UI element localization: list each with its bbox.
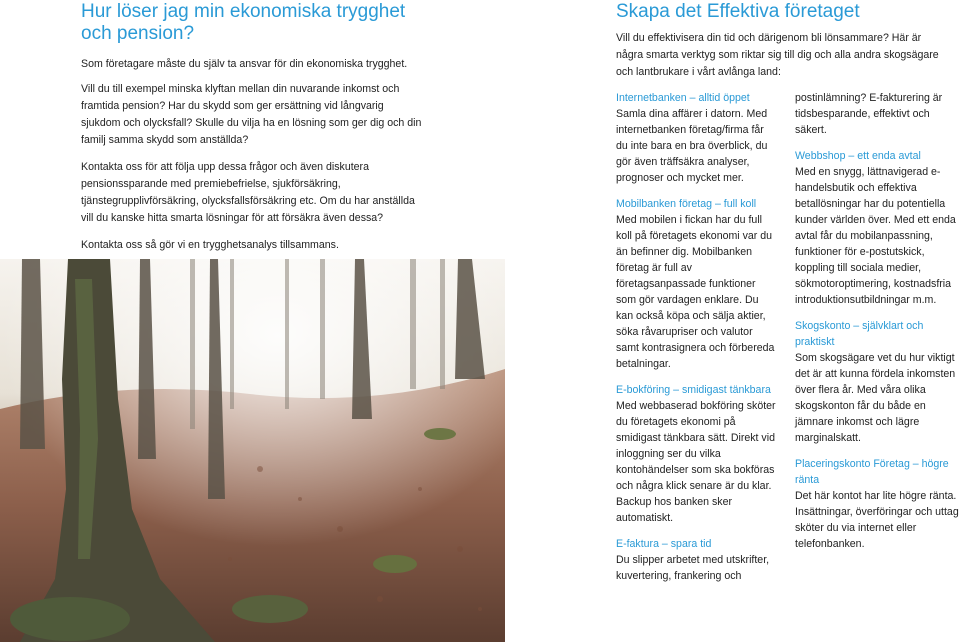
service-body: Med mobilen i fickan har du full koll på företagets ekonomi var du än befinner dig. Mobilbanken företag är full av företagsanpassade funktioner som gör vardagen enklare. Du kan också köpa och sälja aktier, söka råvarupriser och valutor samt kontrasignera och förbereda betalningar. bbox=[616, 214, 775, 370]
service-title: Mobilbanken företag – full koll bbox=[616, 198, 757, 210]
right-intro: Vill du effektivisera din tid och därigenom bli lönsammare? Här är några smarta verktyg som riktar sig till dig och alla andra skogsägare och lantbrukare i vårt avlånga land: bbox=[616, 32, 939, 78]
service-section bbox=[795, 456, 959, 552]
services-column-b bbox=[795, 90, 959, 562]
service-body: Det här kontot har lite högre ränta. Insättningar, överföringar och uttag sköter du via internet eller telefonbanken. bbox=[795, 490, 959, 550]
service-section bbox=[795, 318, 959, 446]
service-body: Med en snygg, lättnavigerad e-handelsbutik och effektiva betallösningar har du potentiella kunder världen över. Med ett enda avtal får du mobilanpassning, funktioner för e-postutskick, koppling till sociala medier, sökmotoroptimering, kostnadsfria introduktionsutbildningar m.m. bbox=[795, 166, 956, 306]
service-section bbox=[616, 90, 776, 186]
left-intro: Som företagare måste du själv ta ansvar för din ekonomiska trygghet. bbox=[81, 58, 408, 70]
service-section bbox=[616, 196, 776, 372]
service-body: Som skogsägare vet du hur viktigt det är att kunna fördela inkomsten över flera år. Med våra olika skogskonton får du både en jämnare inkomst och lägre marginalskatt. bbox=[795, 352, 956, 444]
service-body: Med webbaserad bokföring sköter du företagets ekonomi på smidigast tänkbara sätt. Direkt vid inloggning ser du vilka kontohändelser som ska bokföras och några klick senare är du klar. Backup hos banken sker automatiskt. bbox=[616, 400, 776, 524]
right-heading: Skapa det Effektiva företaget bbox=[616, 1, 860, 22]
service-title: Internetbanken – alltid öppet bbox=[616, 92, 750, 104]
service-body: postinlämning? E-fakturering är tidsbesparande, effektivt och säkert. bbox=[795, 92, 943, 136]
left-heading: Hur löser jag min ekonomiska trygghet och pension? bbox=[81, 1, 406, 44]
services-column-a bbox=[616, 90, 776, 594]
service-section bbox=[616, 382, 776, 526]
service-section bbox=[795, 148, 959, 308]
service-title: Webbshop – ett enda avtal bbox=[795, 150, 921, 162]
service-title: E-faktura – spara tid bbox=[616, 538, 712, 550]
service-body: Du slipper arbetet med utskrifter, kuvertering, frankering och bbox=[616, 554, 770, 582]
forest-photo bbox=[0, 259, 505, 642]
left-body bbox=[81, 56, 426, 254]
left-paragraph-3: Kontakta oss för att följa upp dessa frågor och även diskutera pensionssparande med premiebefrielse, sjukförsäkring, tjänstegrupplivförsäkring, olycksfallsförsäkring etc. Om du har anställda vill du kanske hitta smarta lösningar för att försäkra även dessa? bbox=[81, 161, 415, 224]
left-paragraph-2: Vill du till exempel minska klyftan mellan din nuvarande inkomst och framtida pension? Har du skydd som ger ersättning vid långvarig sjukdom och olycksfall? Skulle du vilja ha en lösning som ger dig och din familj samma skydd som anställda? bbox=[81, 83, 422, 146]
service-title: Placeringskonto Företag – högre ränta bbox=[795, 458, 949, 486]
service-title: E-bokföring – smidigast tänkbara bbox=[616, 384, 771, 396]
service-section bbox=[616, 536, 776, 584]
left-paragraph-4: Kontakta oss så gör vi en trygghetsanalys tillsammans. bbox=[81, 239, 339, 251]
service-title: Skogskonto – självklart och praktiskt bbox=[795, 320, 924, 348]
left-column bbox=[81, 0, 426, 254]
service-section bbox=[795, 90, 959, 138]
service-body: Samla dina affärer i datorn. Med internetbanken företag/firma får du inte bara en bra överblick, du gör även träffsäkra analyser, prognoser och mycket mer. bbox=[616, 108, 768, 184]
